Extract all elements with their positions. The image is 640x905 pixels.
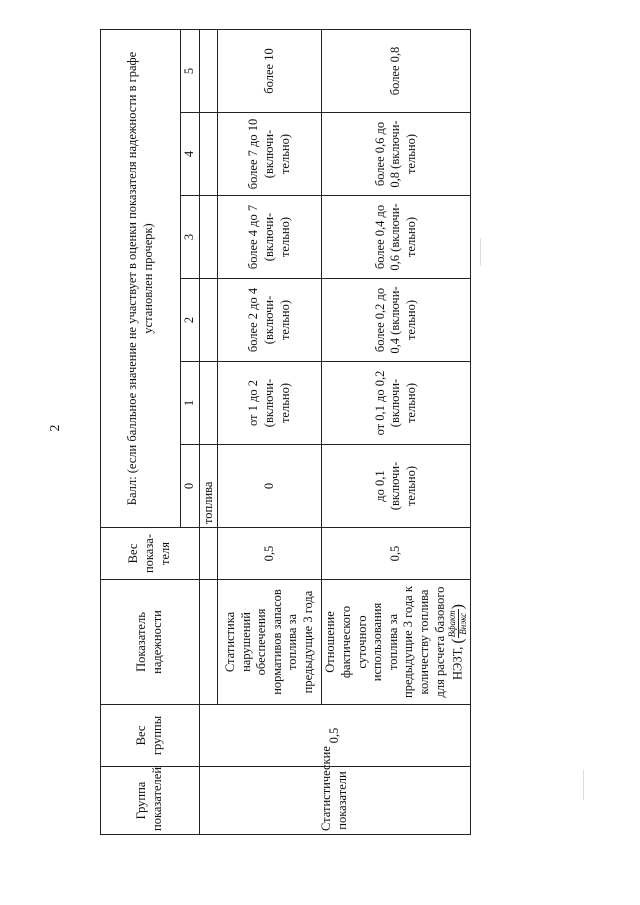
header-score: Балл: (если балльное значение не участвует в оценки показателя надежности в графе установлен прочерк): [101, 29, 181, 527]
carry-over-text: топлива: [199, 445, 218, 528]
header-indicator: Показатель надежности: [101, 580, 200, 705]
score-col: 3: [181, 196, 200, 279]
reliability-table: [100, 29, 471, 835]
empty-cell: [199, 528, 218, 580]
weight-cell: 0,5: [218, 528, 322, 580]
score-cell: более 2 до 4 (включи-тельно): [218, 279, 322, 362]
score-cell: 0: [218, 445, 322, 528]
formula-numerator: Bфакт: [447, 610, 458, 638]
header-group: Группа показателей: [101, 767, 200, 835]
score-col: 4: [181, 113, 200, 196]
score-cell: до 0,1 (включи-тельно): [322, 445, 471, 528]
carry-over-row: [199, 29, 218, 834]
score-cell: более 7 до 10 (включи-тельно): [218, 113, 322, 196]
group-weight: 0,5: [199, 705, 470, 767]
score-cell: более 0,4 до 0,6 (включи-тельно): [322, 196, 471, 279]
scan-mark: [583, 770, 584, 800]
empty-cell: [199, 29, 218, 112]
group-name: Статистические показатели: [199, 767, 470, 835]
empty-cell: [199, 196, 218, 279]
empty-cell: [199, 279, 218, 362]
page-number: 2: [48, 424, 63, 432]
score-col: 1: [181, 362, 200, 445]
indicator-text: Отношение фактического суточного использования топлива за предыдущие 3 года к количеству топлива для расчета базового НЭЗТ,: [323, 586, 465, 698]
formula-fraction: [448, 609, 469, 638]
score-cell: от 1 до 2 (включи-тельно): [218, 362, 322, 445]
score-col: 0: [181, 445, 200, 528]
score-cell: более 10: [218, 29, 322, 112]
empty-cell: [199, 113, 218, 196]
score-cell: более 4 до 7 (включи-тельно): [218, 196, 322, 279]
score-col: 5: [181, 29, 200, 112]
formula-denominator: Bнэкс: [458, 612, 469, 635]
indicator-cell: Отношение фактического суточного использования топлива за предыдущие 3 года к количеству топлива для расчета базового НЭЗТ, ( Bфакт Bнэкс ): [322, 580, 471, 705]
empty-cell: [199, 362, 218, 445]
scan-mark: [480, 238, 481, 266]
indicator-cell: Статистика нарушений обеспечения нормативов запасов топлива за предыдущие 3 года: [218, 580, 322, 705]
score-col: 2: [181, 279, 200, 362]
rotated-table-frame: [100, 30, 469, 835]
header-row: [101, 29, 181, 834]
score-cell: от 0,1 до 0,2 (включи-тельно): [322, 362, 471, 445]
score-cell: более 0,6 до 0,8 (включи-тельно): [322, 113, 471, 196]
empty-cell: [199, 580, 218, 705]
score-cell: более 0,8: [322, 29, 471, 112]
score-cell: более 0,2 до 0,4 (включи-тельно): [322, 279, 471, 362]
header-group-weight: Вес группы: [101, 705, 200, 767]
weight-cell: 0,5: [322, 528, 471, 580]
header-indicator-weight: Вес показа-теля: [101, 528, 200, 580]
